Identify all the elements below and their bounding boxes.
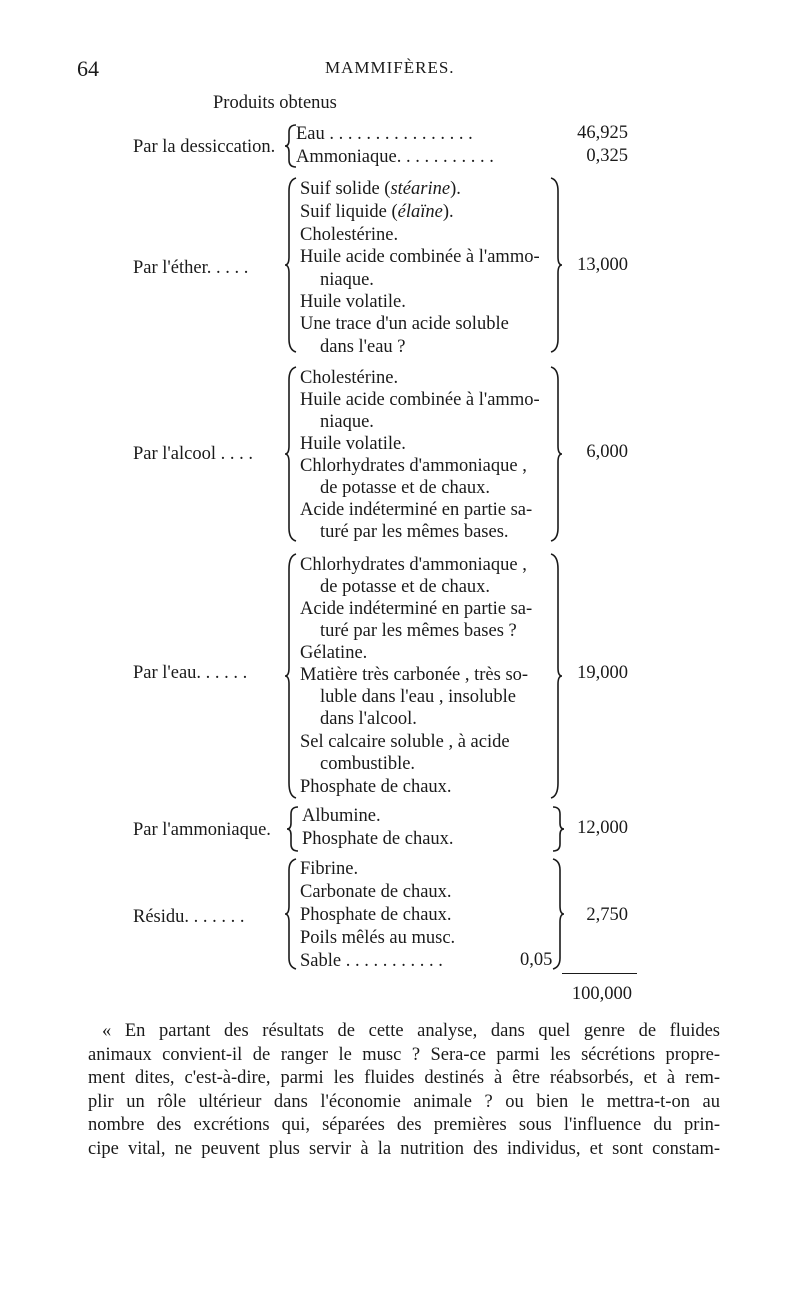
item-matiere-carbonee-cont: dans l'alcool. (320, 709, 417, 729)
paragraph-line: animaux convient-il de ranger le musc ? Sera-ce parmi les sécrétions propre- (88, 1044, 720, 1065)
item-trace-acide: Une trace d'un acide soluble (300, 314, 509, 334)
running-header: MAMMIFÈRES. (325, 58, 455, 77)
item-acide-indetermine: Acide indéterminé en partie sa- (300, 500, 533, 520)
value-alcool: 6,000 (586, 442, 628, 462)
table-heading: Produits obtenus (213, 93, 337, 113)
item-sel-calcaire: Sel calcaire soluble , à acide (300, 732, 510, 752)
item-sable: Sable . . . . . . . . . . . (300, 951, 443, 971)
value-sable: 0,05 (520, 950, 553, 970)
item-huile-acide-cont: niaque. (320, 412, 374, 432)
item-sel-calcaire-cont: combustible. (320, 754, 416, 774)
item-cholesterine: Cholestérine. (300, 368, 399, 388)
item-acide-indetermine-cont: turé par les mêmes bases. (320, 522, 509, 542)
item-albumine: Albumine. (302, 806, 381, 826)
item-chlorhydrates: Chlorhydrates d'ammoniaque , (300, 555, 527, 575)
item-eau: Eau . . . . . . . . . . . . . . . . (296, 124, 473, 144)
item-huile-volatile: Huile volatile. (300, 434, 406, 454)
paragraph-line: nombre des excrétions qui, séparées des premières sous l'influence du prin- (88, 1115, 720, 1135)
item-huile-acide: Huile acide combinée à l'ammo- (300, 247, 540, 267)
item-acide-indetermine-cont: turé par les mêmes bases ? (320, 621, 517, 641)
item-poils: Poils mêlés au musc. (300, 928, 456, 948)
item-gelatine: Gélatine. (300, 643, 368, 663)
left-brace (284, 366, 298, 542)
left-brace (286, 806, 300, 852)
group-label-alcool: Par l'alcool . . . . (133, 444, 253, 464)
total-rule (562, 973, 637, 974)
item-phosphate: Phosphate de chaux. (300, 777, 452, 797)
group-label-residu: Résidu. . . . . . . (133, 907, 245, 927)
item-huile-acide: Huile acide combinée à l'ammo- (300, 390, 540, 410)
group-label-ammoniaque: Par l'ammoniaque. (133, 820, 271, 840)
item-huile-volatile: Huile volatile. (300, 292, 406, 312)
value-ammoniaque: 0,325 (586, 146, 628, 166)
item-suif-solide: Suif solide (stéarine). (300, 179, 461, 199)
item-acide-indetermine: Acide indéterminé en partie sa- (300, 599, 533, 619)
value-eau: 19,000 (577, 663, 628, 683)
item-chlorhydrates-cont: de potasse et de chaux. (320, 478, 491, 498)
item-fibrine: Fibrine. (300, 859, 359, 879)
group-label-dessiccation: Par la dessiccation. (133, 137, 276, 157)
value-ammoniaque: 12,000 (577, 818, 628, 838)
paragraph-line: cipe vital, ne peuvent plus servir à la nutrition des individus, et sont constam- (88, 1138, 720, 1159)
group-label-eau: Par l'eau. . . . . . (133, 663, 248, 683)
value-eau: 46,925 (577, 123, 628, 143)
item-cholesterine: Cholestérine. (300, 225, 399, 245)
item-matiere-carbonee-cont: luble dans l'eau , insoluble (320, 687, 517, 707)
left-brace (284, 553, 298, 799)
item-chlorhydrates-cont: de potasse et de chaux. (320, 577, 491, 597)
item-suif-liquide: Suif liquide (élaïne). (300, 202, 454, 222)
left-brace (284, 177, 298, 353)
item-carbonate: Carbonate de chaux. (300, 882, 452, 902)
paragraph-line: « En partant des résultats de cette analyse, dans quel genre de fluides (102, 1021, 720, 1041)
item-chlorhydrates: Chlorhydrates d'ammoniaque , (300, 456, 527, 476)
paragraph-line: ment dites, c'est-à-dire, parmi les fluides destinés à être réabsorbés, et à rem- (88, 1068, 720, 1088)
group-label-ether: Par l'éther. . . . . (133, 258, 249, 278)
value-ether: 13,000 (577, 255, 628, 275)
item-trace-acide-cont: dans l'eau ? (320, 337, 406, 357)
item-matiere-carbonee: Matière très carbonée , très so- (300, 665, 529, 685)
paragraph-line: plir un rôle ultérieur dans l'économie animale ? ou bien le mettra-t-on au (88, 1091, 720, 1112)
item-phosphate: Phosphate de chaux. (302, 829, 454, 849)
item-ammoniaque: Ammoniaque. . . . . . . . . . . (296, 147, 494, 167)
item-phosphate: Phosphate de chaux. (300, 905, 452, 925)
total-value: 100,000 (571, 984, 632, 1004)
body-paragraph (88, 1020, 720, 1161)
value-residu: 2,750 (586, 905, 628, 925)
left-brace (284, 858, 298, 970)
item-huile-acide-cont: niaque. (320, 270, 374, 290)
page-number: 64 (77, 56, 99, 81)
